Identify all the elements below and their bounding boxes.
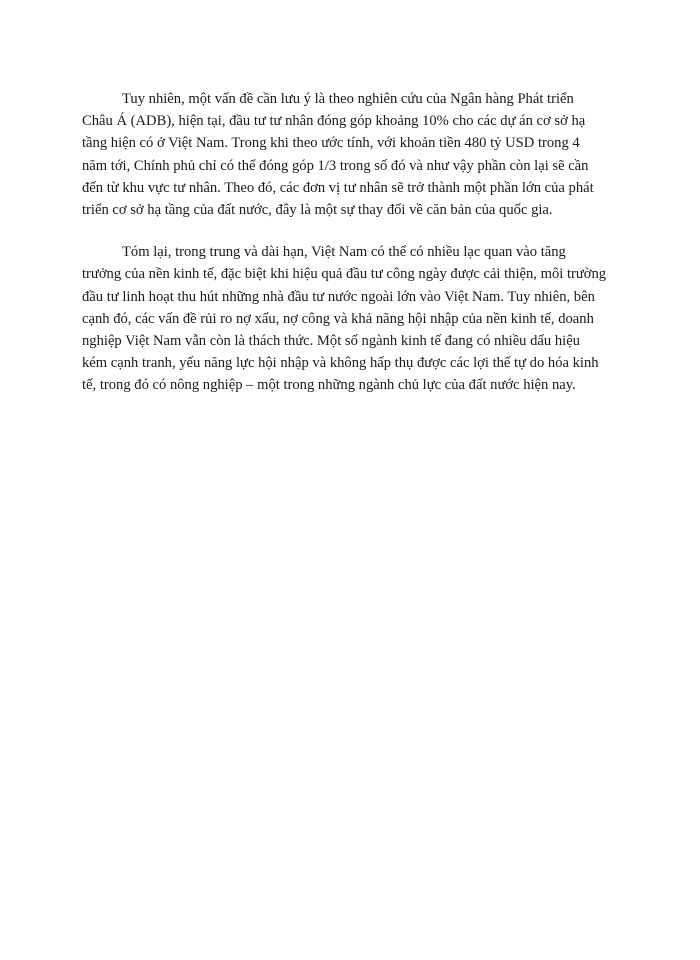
paragraph-line: nghiệp Việt Nam vẫn còn là thách thức. Một số ngành kinh tế đang có nhiều dấu hiệu	[82, 333, 580, 350]
paragraph-line: kém cạnh tranh, yếu năng lực hội nhập và không hấp thụ được các lợi thế tự do hóa kinh	[82, 355, 599, 372]
document-body	[82, 88, 614, 417]
paragraph-line: đến từ khu vực tư nhân. Theo đó, các đơn vị tư nhân sẽ trở thành một phần lớn của phát	[82, 179, 594, 196]
paragraph-adb-investment	[82, 88, 614, 221]
paragraph-line: Tóm lại, trong trung và dài hạn, Việt Nam có thể có nhiều lạc quan vào tăng	[122, 244, 566, 261]
paragraph-line: triển cơ sở hạ tầng của đất nước, đây là một sự thay đổi về căn bản của quốc gia.	[82, 202, 553, 219]
paragraph-summary	[82, 241, 614, 396]
paragraph-line: tế, trong đó có nông nghiệp – một trong những ngành chủ lực của đất nước hiện nay.	[82, 377, 576, 394]
paragraph-line: cạnh đó, các vấn đề rủi ro nợ xấu, nợ công và khả năng hội nhập của nền kinh tế, doanh	[82, 310, 594, 327]
paragraph-line: trưởng của nền kinh tế, đặc biệt khi hiệu quả đầu tư công ngày được cải thiện, môi trường	[82, 266, 607, 283]
paragraph-line: đầu tư linh hoạt thu hút những nhà đầu tư nước ngoài lớn vào Việt Nam. Tuy nhiên, bên	[82, 288, 595, 305]
paragraph-line: tầng hiện có ở Việt Nam. Trong khi theo ước tính, với khoản tiền 480 tỷ USD trong 4	[82, 135, 580, 152]
paragraph-line: Tuy nhiên, một vấn đề cần lưu ý là theo nghiên cứu của Ngân hàng Phát triển	[122, 91, 574, 107]
paragraph-line: Châu Á (ADB), hiện tại, đầu tư tư nhân đóng góp khoảng 10% cho các dự án cơ sở hạ	[82, 113, 586, 130]
paragraph-line: năm tới, Chính phủ chỉ có thể đóng góp 1/3 trong số đó và như vậy phần còn lại sẽ cần	[82, 157, 589, 174]
